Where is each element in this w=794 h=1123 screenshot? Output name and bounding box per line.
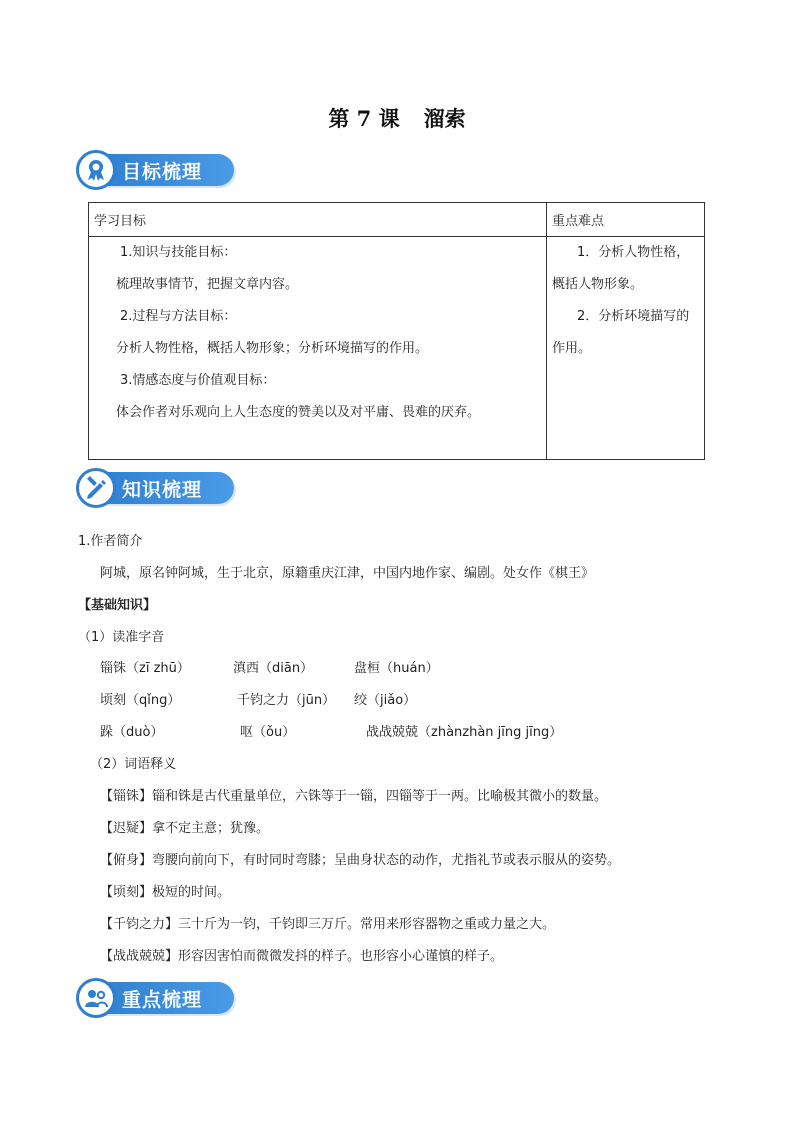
vocab-term: 【战战兢兢】 [100,949,179,964]
vocab-def: 三十斤为一钧，千钧即三万斤。常用来形容器物之重或力量之大。 [178,917,556,932]
pron-item: 绞（jiǎo） [354,693,417,708]
vocab-item [100,913,555,932]
pron-item: 顷刻（qǐng） [100,693,181,708]
people-icon [76,978,116,1018]
vocab-term: 【迟疑】 [100,821,153,836]
page-title [0,103,794,133]
vocab-heading: （2）词语释义 [90,757,177,772]
goal-line: 分析人物性格，概括人物形象；分析环境描写的作用。 [116,341,429,356]
pron-item: 盘桓（huán） [354,661,439,676]
vocab-item [100,881,230,900]
pron-item: 千钧之力（jūn） [237,693,336,708]
banner-label: 重点梳理 [122,989,203,1011]
pronunciation-heading: （1）读准字音 [78,630,165,645]
vocab-item [100,945,503,964]
key-point-line: 概括人物形象。 [552,277,644,292]
vocab-def: 弯腰向前向下，有时同时弯膝；呈曲身状态的动作，尤指礼节或表示服从的姿势。 [152,853,621,868]
pron-item: 战战兢兢（zhànzhàn jīng jīng） [366,725,563,740]
author-text: 阿城，原名钟阿城，生于北京，原籍重庆江津，中国内地作家、编剧。处女作《棋王》 [100,566,595,581]
vocab-term: 【锱铢】 [100,789,153,804]
banner-label: 目标梳理 [122,161,203,183]
vocab-item [100,849,620,868]
goal-line: 梳理故事情节，把握文章内容。 [116,277,299,292]
section-banner-key-points [76,978,236,1018]
vocab-def: 形容因害怕而微微发抖的样子。也形容小心谨慎的样子。 [178,949,504,964]
pron-item: 滇西（diān） [233,661,314,676]
goal-line: 1.知识与技能目标： [120,245,237,260]
table-header-key-points: 重点难点 [547,203,705,237]
vocab-item [100,817,269,836]
award-ribbon-icon [76,150,116,190]
vocab-term: 【千钧之力】 [100,917,179,932]
goal-line: 3.情感态度与价值观目标： [120,373,276,388]
goals-table [88,202,705,460]
goal-line: 体会作者对乐观向上人生态度的赞美以及对平庸、畏难的厌弃。 [116,405,481,420]
goals-cell [89,237,547,460]
key-point-line: 作用。 [552,341,592,356]
pron-item: 呕（ǒu） [240,725,296,740]
banner-label: 知识梳理 [122,479,203,501]
vocab-def: 锱和铢是古代重量单位，六铢等于一锱，四锱等于一两。比喻极其微小的数量。 [152,789,608,804]
pencil-ruler-icon [76,468,116,508]
table-header-goals: 学习目标 [89,203,547,237]
section-banner-knowledge [76,468,236,508]
lesson-name: 溜索 [423,106,466,131]
vocab-term: 【顷刻】 [100,885,153,900]
basic-knowledge-heading: 【基础知识】 [78,598,157,613]
vocab-def: 极短的时间。 [152,885,231,900]
pron-item: 锱铢（zī zhū） [100,661,190,676]
section-banner-goals [76,150,236,190]
vocab-term: 【俯身】 [100,853,153,868]
key-points-cell [547,237,705,460]
lesson-number: 第 7 课 [328,106,400,131]
vocab-def: 拿不定主意；犹豫。 [152,821,270,836]
vocab-item [100,785,607,804]
pron-item: 跺（duò） [100,725,164,740]
key-point-line: 2．分析环境描写的 [577,309,690,324]
author-heading: 1.作者简介 [78,534,143,549]
key-point-line: 1．分析人物性格， [577,245,690,260]
goal-line: 2.过程与方法目标： [120,309,237,324]
